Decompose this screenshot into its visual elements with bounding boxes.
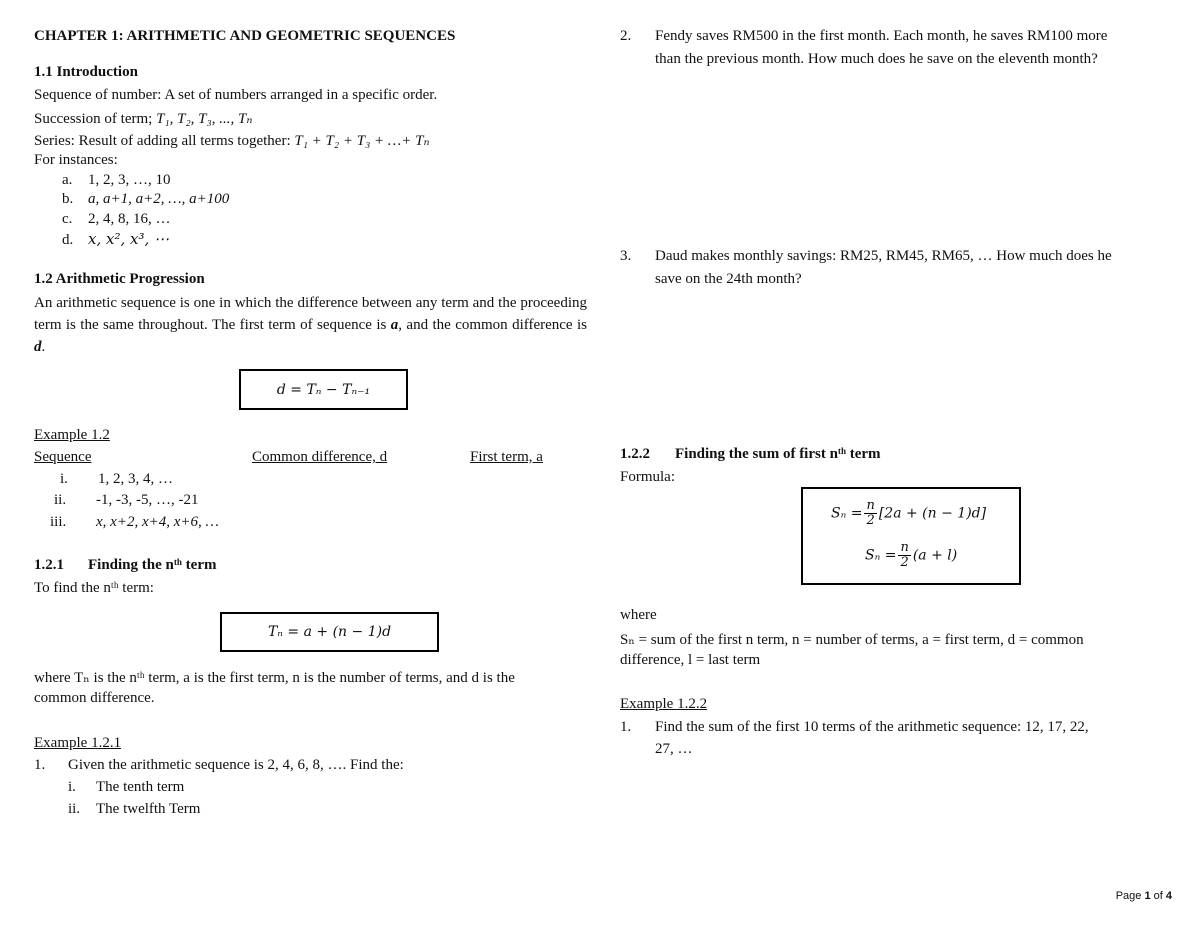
example-1-2-2-label: Example 1.2.2 (620, 696, 708, 712)
formula-label: Formula: (620, 469, 675, 485)
question-3-line2: save on the 24th month? (655, 271, 802, 287)
example-row: ii. -1, -3, -5, …, -21 (54, 492, 199, 508)
instance-item: d. x, x², x³, ⋯ (62, 230, 170, 248)
instance-item: c. 2, 4, 8, 16, … (62, 211, 171, 227)
page-number: Page 1 of 4 (1115, 890, 1172, 902)
common-difference-formula: d = Tₙ − Tₙ₋₁ (239, 369, 408, 410)
column-header-sequence: Sequence (34, 449, 92, 465)
sum-where-line1: Sₙ = sum of the first n term, n = number of terms, a = first term, d = common (620, 632, 1084, 648)
question-1: 1. Given the arithmetic sequence is 2, 4, 6, 8, …. Find the: (34, 757, 404, 773)
sum-formula-1: Sₙ = $\frac{n}{2}$ [2a + (n − 1)d] (831, 498, 987, 528)
intro-heading: 1.1 Introduction (34, 64, 138, 80)
chapter-title: CHAPTER 1: ARITHMETIC AND GEOMETRIC SEQUENCES (34, 28, 456, 44)
example-1-2-2-question: 1. Find the sum of the first 10 terms of the arithmetic sequence: 12, 17, 22, (620, 719, 1089, 735)
sequence-definition: Sequence of number: A set of numbers arranged in a specific order. (34, 87, 438, 103)
question-1-part: ii. The twelfth Term (68, 801, 201, 817)
where-label: where (620, 607, 657, 623)
question-2: 2. Fendy saves RM500 in the first month. Each month, he saves RM100 more (620, 28, 1108, 44)
example-row: iii. x, x+2, x+4, x+6, … (50, 514, 219, 530)
nth-term-formula: Tₙ = a + (n − 1)d (220, 612, 439, 652)
question-3: 3. Daud makes monthly savings: RM25, RM45, RM65, … How much does he (620, 248, 1112, 264)
series-label: Series: Result of adding all terms together: (34, 133, 295, 149)
example-row: i. 1, 2, 3, 4, … (60, 471, 173, 487)
sum-where-line2: difference, l = last term (620, 652, 761, 668)
where-description-line2: common difference. (34, 690, 155, 706)
where-description-line1: where Tₙ is the nᵗʰ term, a is the first term, n is the number of terms, and d is the (34, 670, 515, 686)
series-line (34, 131, 430, 150)
sum-formula-box (801, 487, 1021, 585)
arithmetic-definition: An arithmetic sequence is one in which the difference between any term and the proceeding term is the same throughout. The first term of sequence is a, and the common difference is d. (34, 295, 587, 355)
example-1-2-label: Example 1.2 (34, 427, 110, 443)
instance-item: b. a, a+1, a+2, …, a+100 (62, 191, 230, 207)
succession-label: Succession of term; (34, 111, 157, 127)
nth-term-intro: To find the nᵗʰ term: (34, 580, 154, 596)
column-header-first-term: First term, a (470, 449, 543, 465)
example-1-2-2-line2: 27, … (655, 741, 693, 757)
question-1-part: i. The tenth term (68, 779, 185, 795)
question-2-line2: than the previous month. How much does he save on the eleventh month? (655, 51, 1098, 67)
example-1-2-1-label: Example 1.2.1 (34, 735, 122, 751)
instance-item: a. 1, 2, 3, …, 10 (62, 172, 171, 188)
nth-term-heading: 1.2.1 Finding the nᵗʰ term (34, 557, 217, 573)
sum-heading: 1.2.2 Finding the sum of first nᵗʰ term (620, 446, 881, 462)
succession-terms: T₁, T₂, T₃, ..., Tₙ (156, 111, 253, 127)
series-terms: T₁ + T₂ + T₃ + …+ Tₙ (294, 133, 430, 149)
arithmetic-progression-heading: 1.2 Arithmetic Progression (34, 271, 205, 287)
column-header-common-difference: Common difference, d (252, 449, 388, 465)
succession-line (34, 109, 252, 128)
for-instances-label: For instances: (34, 152, 118, 168)
sum-formula-2: Sₙ = $\frac{n}{2}$ (a + l) (865, 540, 958, 570)
